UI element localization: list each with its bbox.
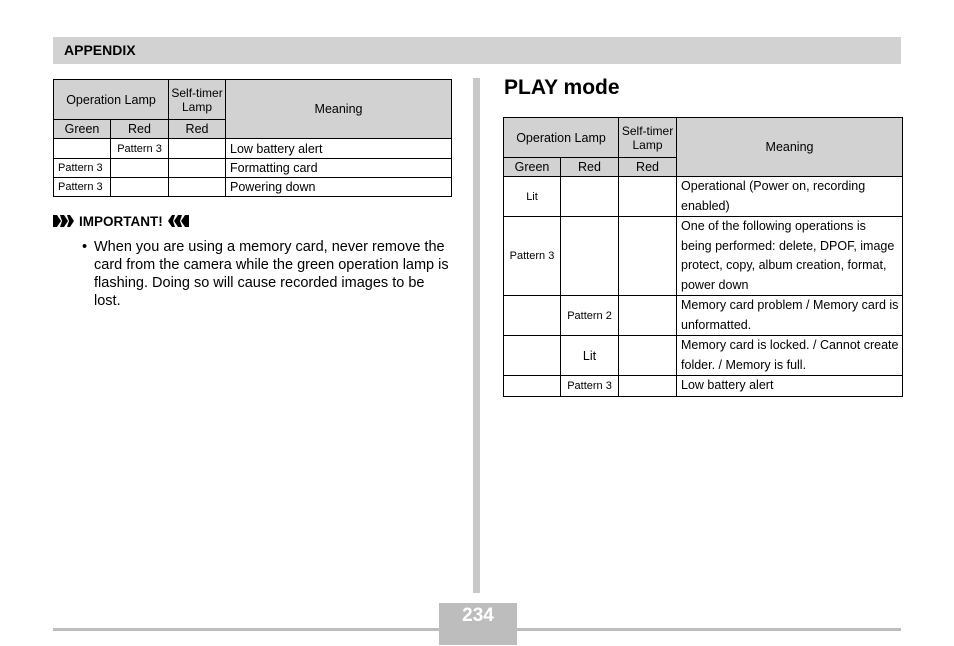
header-green: Green	[54, 120, 111, 139]
cell-meaning: Operational (Power on, recording enabled)	[677, 177, 903, 217]
cell-meaning: Memory card is locked. / Cannot create folder. / Memory is full.	[677, 336, 903, 376]
cell-red	[561, 177, 619, 217]
play-mode-table	[503, 117, 903, 397]
header-operation-lamp: Operation Lamp	[504, 118, 619, 158]
table-row	[504, 217, 903, 296]
cell-red	[111, 178, 169, 197]
important-bullet	[82, 238, 452, 310]
table-row	[504, 376, 903, 397]
cell-meaning: Low battery alert	[677, 376, 903, 397]
cell-red	[561, 217, 619, 296]
cell-self-timer	[169, 139, 226, 159]
section-header-bar	[53, 37, 901, 64]
cell-red: Pattern 3	[561, 376, 619, 397]
header-operation-lamp: Operation Lamp	[54, 80, 169, 120]
cell-red: Pattern 2	[561, 296, 619, 336]
table-row	[54, 178, 452, 197]
cell-meaning: Powering down	[226, 178, 452, 197]
play-mode-heading: PLAY mode	[504, 76, 620, 99]
section-title: APPENDIX	[64, 42, 136, 58]
table-row	[504, 296, 903, 336]
cell-self-timer	[619, 296, 677, 336]
header-self-timer-lamp: Self-timer Lamp	[619, 118, 677, 158]
table-row	[54, 139, 452, 159]
cell-self-timer	[619, 217, 677, 296]
column-divider	[473, 78, 480, 593]
cell-green: Lit	[504, 177, 561, 217]
header-green: Green	[504, 158, 561, 177]
left-arrows-icon	[167, 215, 189, 227]
cell-meaning: One of the following operations is being performed: delete, DPOF, image protect, copy, album creation, format, power down	[677, 217, 903, 296]
header-red: Red	[561, 158, 619, 177]
cell-self-timer	[619, 177, 677, 217]
cell-red: Lit	[561, 336, 619, 376]
table-row	[504, 177, 903, 217]
cell-green	[504, 336, 561, 376]
cell-meaning: Memory card problem / Memory card is unformatted.	[677, 296, 903, 336]
footer-rule	[53, 628, 901, 631]
cell-green	[504, 376, 561, 397]
cell-self-timer	[619, 376, 677, 397]
header-meaning: Meaning	[226, 80, 452, 139]
header-meaning: Meaning	[677, 118, 903, 177]
cell-green: Pattern 3	[54, 159, 111, 178]
cell-green	[54, 139, 111, 159]
cell-green	[504, 296, 561, 336]
cell-meaning: Low battery alert	[226, 139, 452, 159]
header-red: Red	[111, 120, 169, 139]
header-self-timer-lamp: Self-timer Lamp	[169, 80, 226, 120]
right-arrows-icon	[53, 215, 75, 227]
important-notice	[53, 212, 189, 230]
cell-self-timer	[619, 336, 677, 376]
important-label: IMPORTANT!	[79, 213, 163, 229]
header-self-timer-red: Red	[169, 120, 226, 139]
cell-green: Pattern 3	[54, 178, 111, 197]
cell-red	[111, 159, 169, 178]
cell-meaning: Formatting card	[226, 159, 452, 178]
cell-green: Pattern 3	[504, 217, 561, 296]
page-number: 234	[462, 605, 494, 626]
important-text: When you are using a memory card, never remove the card from the camera while the green operation lamp is flashing. Doing so will cause recorded images to be lost.	[94, 239, 449, 309]
table-row	[504, 336, 903, 376]
table-row	[54, 159, 452, 178]
cell-self-timer	[169, 178, 226, 197]
bullet-mark: •	[82, 239, 88, 255]
left-lamp-table	[53, 79, 452, 197]
header-self-timer-red: Red	[619, 158, 677, 177]
cell-red: Pattern 3	[111, 139, 169, 159]
cell-self-timer	[169, 159, 226, 178]
